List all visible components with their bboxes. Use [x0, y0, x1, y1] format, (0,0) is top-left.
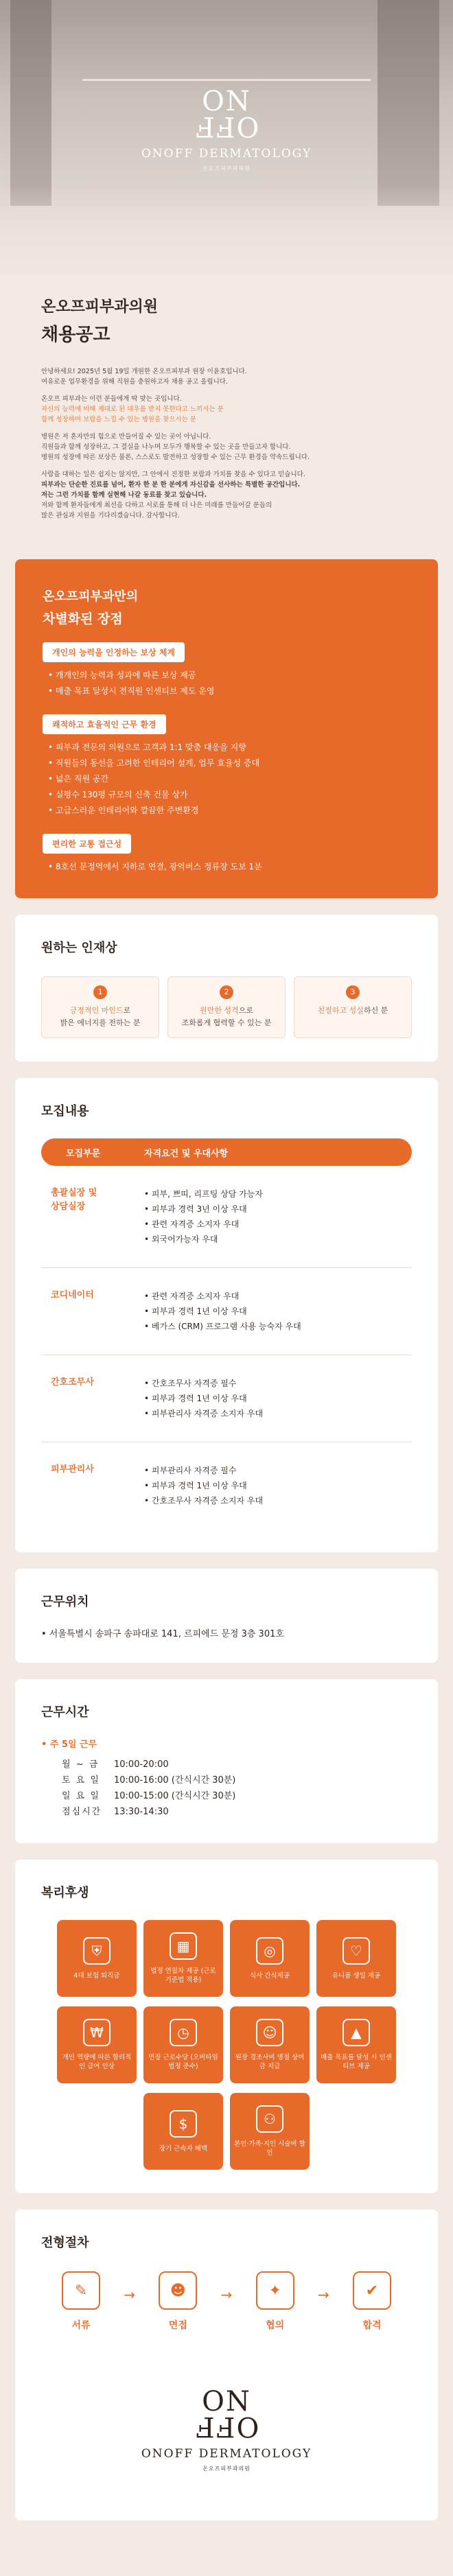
welfare-grid	[41, 1920, 412, 2170]
ideal-highlight: 원만한 성격	[200, 1006, 239, 1015]
intro-highlight: 함께 성장하며 보람을 느낄 수 있는 병원을 찾으시는 분	[41, 416, 197, 423]
intro	[0, 274, 453, 521]
process-step	[345, 2271, 399, 2332]
page-title: 채용공고	[41, 325, 111, 345]
strength-title-1: 온오프피부과만의	[43, 589, 139, 604]
welfare-item	[143, 2093, 223, 2170]
welfare-item	[143, 1920, 223, 1997]
strength-item: • 고급스러운 인테리어와 깔끔한 주변환경	[48, 803, 410, 819]
hours-time: 10:00-20:00	[114, 1759, 169, 1770]
welfare-label: 4대 보험 퇴직금	[73, 1971, 120, 1980]
hours-section	[15, 1679, 438, 1843]
number-badge: 3	[346, 985, 360, 999]
ideal-highlight: 긍정적인 마인드	[69, 1006, 124, 1015]
hours-day: 월 ~ 금	[62, 1759, 100, 1770]
intro-line: 병원은 저 혼자만의 힘으로 만들어질 수 있는 곳이 아닙니다.	[41, 433, 211, 441]
welfare-item	[230, 1920, 310, 1997]
intro-text	[41, 366, 412, 521]
intro-line: 피부과는 단순한 진료를 넘어, 환자 한 분 한 분에게 자신감을 선사하는 특별한 공간입니다.	[41, 481, 301, 489]
intro-line: 안녕하세요! 2025년 5월 19일 개원한 온오프피부과 원장 이윤호입니다.	[41, 368, 247, 375]
handshake-icon: ✦	[256, 2271, 294, 2310]
section-title: 근무시간	[41, 1705, 89, 1720]
section-title: 복리후생	[41, 1886, 89, 1900]
document-icon: ✎	[62, 2271, 100, 2310]
logo-sub: 온오프피부과의원	[202, 165, 251, 172]
number-badge: 2	[220, 985, 233, 999]
person-icon: ☺	[256, 2019, 283, 2046]
footer-logo	[15, 2359, 438, 2520]
logo-sub: 온오프피부과의원	[202, 2466, 251, 2472]
header-requirements: 자격요건 및 우대사항	[144, 1148, 229, 1159]
hours-time: 10:00-15:00 (간식시간 30분)	[114, 1791, 236, 1801]
hours-row	[62, 1788, 412, 1804]
logo-off: OFF	[194, 110, 259, 142]
strength-item: • 피부과 전문의 의원으로 고객과 1:1 맞춤 대응을 지향	[48, 740, 410, 756]
section-title: 근무위치	[41, 1595, 89, 1609]
calendar-icon: ▦	[170, 1932, 197, 1960]
strength-item: • 8호선 문정역에서 지하로 연결, 광역버스 정류장 도보 1분	[48, 859, 410, 875]
meal-icon: ◎	[256, 1937, 283, 1965]
strength-group	[43, 642, 410, 699]
intro-line: 여유로운 업무환경을 위해 직원을 충원하고자 채용 공고 올립니다.	[41, 378, 228, 386]
intro-line: 사람을 대하는 일은 쉽지는 않지만, 그 안에서 진정한 보람과 가치를 찾을 수 있다고 믿습니다.	[41, 471, 305, 478]
step-label: 면접	[168, 2320, 187, 2331]
recruit-row	[41, 1442, 412, 1529]
arrow-right-icon: →	[124, 2286, 136, 2303]
requirement: • 관련 자격증 소지자 우대	[144, 1289, 301, 1304]
ideal-section	[15, 915, 438, 1062]
strength-item: • 넓은 직원 공간	[48, 771, 410, 787]
section-title: 전형절차	[41, 2236, 89, 2250]
hours-row	[62, 1804, 412, 1820]
requirement: • 피부관리사 자격증 필수	[144, 1463, 263, 1478]
welfare-label: 식사 간식제공	[249, 1971, 290, 1980]
logo-on: ON	[202, 86, 251, 117]
hero-ceiling-light	[82, 79, 371, 81]
ideal-card	[41, 976, 159, 1038]
strength-title-2: 차별화된 장점	[43, 611, 123, 627]
process-section	[15, 2210, 438, 2359]
strength-item: • 실평수 130평 규모의 신축 건물 상가	[48, 787, 410, 803]
welfare-label: 개인 역량에 따른 합리적인 급여 인상	[62, 2054, 132, 2070]
family-icon: ⚇	[256, 2105, 283, 2133]
intro-line: 병원의 성장에 따른 보상은 물론, 스스로도 발전하고 성장할 수 있는 근무 환경을 약속드립니다.	[41, 454, 310, 461]
hours-day: 토 요 일	[62, 1775, 100, 1785]
requirement: • 피부과 경력 1년 이상 우대	[144, 1391, 263, 1406]
role-name	[41, 1186, 144, 1247]
role-name: 코디네이터	[51, 1290, 94, 1300]
requirement: • 피부, 쁘띠, 리프팅 상담 가능자	[144, 1186, 263, 1202]
strength-chip: 편리한 교통 접근성	[43, 834, 131, 854]
address: • 서울특별시 송파구 송파대로 141, 르피에드 문정 3층 301호	[41, 1629, 284, 1639]
strength-section	[15, 559, 438, 898]
strength-chip: 개인의 능력을 인정하는 보상 체계	[43, 642, 185, 662]
recruit-section	[15, 1078, 438, 1552]
requirement: • 베가스 (CRM) 프로그램 사용 능숙자 우대	[144, 1319, 301, 1334]
logo-name: ONOFF DERMATOLOGY	[141, 147, 312, 161]
bonus-icon: $	[170, 2110, 197, 2138]
step-label: 협의	[266, 2320, 285, 2331]
recruit-table-header	[41, 1138, 412, 1166]
hours-day: 일 요 일	[62, 1791, 100, 1801]
welfare-item	[57, 1920, 137, 1997]
hours-row	[62, 1772, 412, 1788]
logo-mark	[0, 86, 453, 142]
requirement: • 관련 자격증 소지자 우대	[144, 1217, 263, 1232]
ideal-text: 조화롭게 협력할 수 있는 분	[181, 1018, 272, 1027]
requirement: • 피부관리사 자격증 소지자 우대	[144, 1406, 263, 1421]
ideal-text: 으로	[238, 1006, 253, 1015]
process-steps	[41, 2271, 412, 2332]
pass-icon: ✔	[353, 2271, 391, 2310]
welfare-label: 본인·가족·지인 시술비 할인	[234, 2140, 305, 2157]
ideal-text: 로	[123, 1006, 131, 1015]
welfare-item	[57, 2006, 137, 2083]
requirement: • 피부과 경력 3년 이상 우대	[144, 1202, 263, 1217]
coin-icon: ₩	[83, 2019, 111, 2046]
clock-icon: ◷	[170, 2019, 197, 2046]
welfare-item	[230, 2006, 310, 2083]
logo-on: ON	[202, 2386, 251, 2417]
logo-name: ONOFF DERMATOLOGY	[141, 2447, 312, 2461]
welfare-section	[15, 1860, 438, 2193]
logo-mark	[15, 2386, 438, 2442]
header-role: 모집부문	[66, 1148, 101, 1159]
process-step	[54, 2271, 108, 2332]
ideal-card	[167, 976, 286, 1038]
requirement: • 간호조무사 자격증 소지자 우대	[144, 1493, 263, 1508]
step-label: 합격	[362, 2320, 382, 2331]
hero-logo	[0, 86, 453, 172]
ideal-card	[294, 976, 412, 1038]
logo-off: OFF	[194, 2411, 259, 2442]
intro-line: 직원들과 함께 성장하고, 그 결실을 나누며 모두가 행복할 수 있는 곳을 만들고자 합니다.	[41, 443, 291, 451]
hours-row	[62, 1757, 412, 1772]
hero-banner	[0, 0, 453, 274]
step-label: 서류	[71, 2320, 91, 2331]
hours-time: 10:00-16:00 (간식시간 30분)	[114, 1775, 236, 1785]
strength-item: • 매출 목표 달성시 전직원 인센티브 제도 운영	[48, 683, 410, 699]
intro-highlight: 자신의 능력에 비해 제대로 된 대우를 받지 못한다고 느끼시는 분	[41, 406, 224, 413]
section-title: 모집내용	[41, 1104, 89, 1119]
number-badge: 1	[93, 985, 107, 999]
strength-chip: 쾌적하고 효율적인 근무 환경	[43, 714, 166, 734]
welfare-label: 원장 경조사비 명절 상여금 지급	[235, 2054, 305, 2070]
strength-item: • 개개인의 능력과 성과에 따른 보상 제공	[48, 668, 410, 683]
welfare-label: 유니폼 생일 제공	[332, 1971, 381, 1980]
interview-icon: ☻	[159, 2271, 197, 2310]
welfare-item	[316, 2006, 396, 2083]
recruit-row	[41, 1268, 412, 1355]
intro-line: 저는 그런 가치를 함께 실현해 나갈 동료를 찾고 있습니다.	[41, 491, 207, 499]
hours-day: 점심시간	[62, 1807, 102, 1817]
role-name: 피부관리사	[51, 1464, 94, 1475]
gift-icon: ♡	[342, 1937, 370, 1965]
clinic-name: 온오프피부과의원	[41, 298, 159, 316]
strength-item: • 직원들의 동선을 고려한 인테리어 설계, 업무 효율성 증대	[48, 756, 410, 771]
hours-time: 13:30-14:30	[114, 1807, 169, 1817]
requirement: • 피부과 경력 1년 이상 우대	[144, 1478, 263, 1493]
ideal-text: 하신 분	[363, 1006, 388, 1015]
ideal-text: 밝은 에너지를 전하는 분	[60, 1018, 141, 1027]
requirement: • 간호조무사 자격증 필수	[144, 1376, 263, 1391]
requirement: • 피부과 경력 1년 이상 우대	[144, 1304, 301, 1319]
welfare-item	[143, 2006, 223, 2083]
welfare-label: 장기 근속자 혜택	[159, 2144, 208, 2153]
welfare-item	[316, 1920, 396, 1997]
role-line: 총괄실장 및	[51, 1188, 97, 1198]
requirement: • 외국어가능자 우대	[144, 1232, 263, 1247]
hours-subtitle: • 주 5일 근무	[41, 1740, 97, 1750]
process-step	[248, 2271, 303, 2332]
arrow-right-icon: →	[220, 2286, 233, 2303]
welfare-item	[230, 2093, 310, 2170]
location-section	[15, 1569, 438, 1663]
process-step	[150, 2271, 205, 2332]
intro-line: 저와 함께 환자들에게 최선을 다하고 서로를 통해 더 나은 미래를 만들어갈 분들의	[41, 502, 272, 509]
role-name: 간호조무사	[51, 1377, 94, 1387]
shield-icon: ⛨	[83, 1937, 111, 1965]
recruit-row	[41, 1166, 412, 1268]
strength-group	[43, 714, 410, 819]
ideal-highlight: 친절하고 성실	[317, 1006, 364, 1015]
intro-line: 많은 관심과 지원을 기다리겠습니다. 감사합니다.	[41, 512, 180, 519]
recruit-row	[41, 1355, 412, 1442]
role-line: 상담실장	[51, 1202, 86, 1212]
hours-table	[62, 1757, 412, 1820]
welfare-label: 연장 근로수당 (오버타임 법정 준수)	[148, 2054, 218, 2070]
hero-floor	[0, 185, 453, 274]
chart-icon: ▲	[342, 2019, 370, 2046]
arrow-right-icon: →	[317, 2286, 329, 2303]
strength-group	[43, 834, 410, 875]
intro-line: 온오프 피부과는 이런 분들에게 딱 맞는 곳입니다.	[41, 395, 182, 403]
welfare-label: 매출 목표를 달성 시 인센티브 제공	[321, 2054, 392, 2070]
ideal-cards	[41, 976, 412, 1038]
section-title: 원하는 인재상	[41, 941, 117, 955]
welfare-label: 법정 연월차 제공 (근로 기준법 적용)	[150, 1967, 216, 1984]
